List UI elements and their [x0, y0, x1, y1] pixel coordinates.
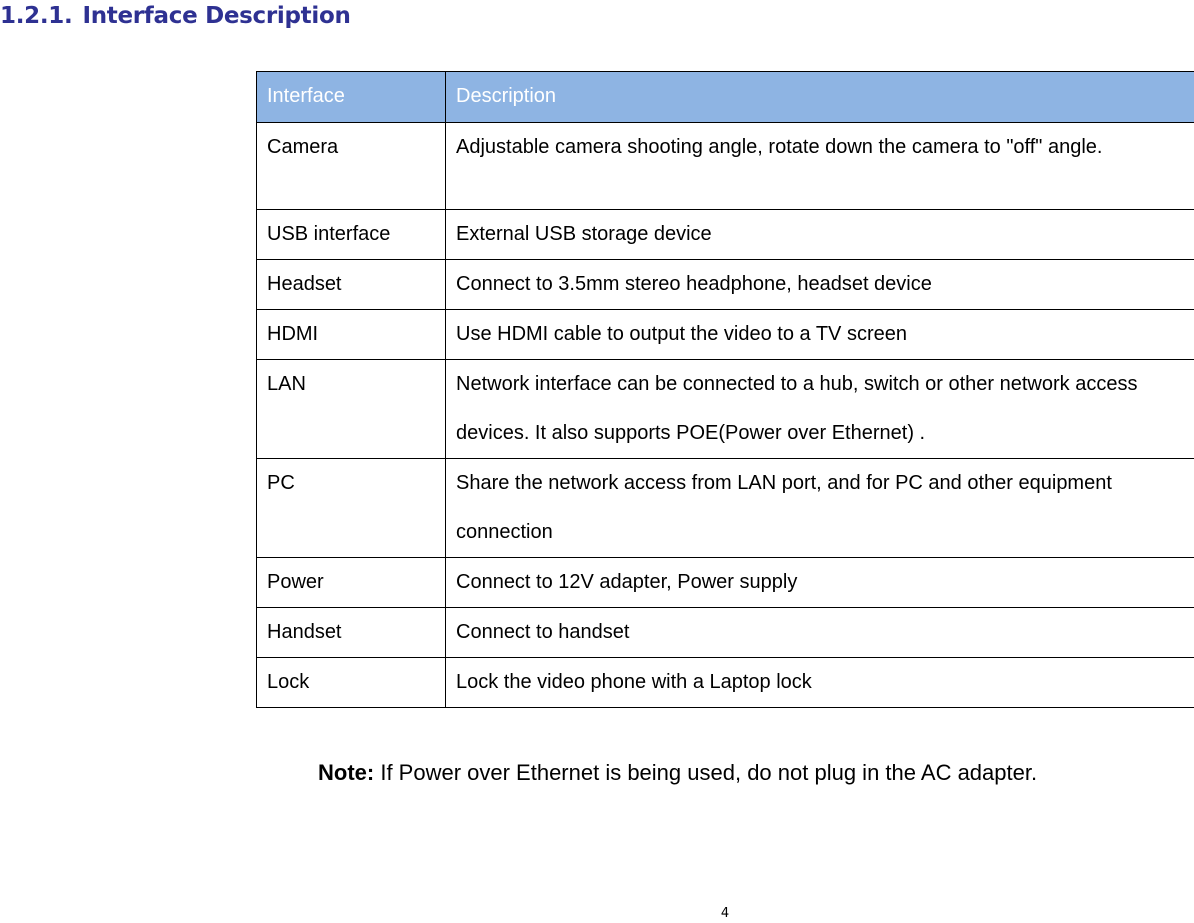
table-row — [257, 658, 1194, 708]
table-row — [257, 360, 1194, 459]
table-row — [257, 459, 1194, 558]
interface-cell: Handset — [257, 608, 446, 658]
interface-cell: Headset — [257, 260, 446, 310]
description-cell: Connect to 12V adapter, Power supply — [446, 558, 1194, 608]
column-header-description: Description — [446, 72, 1194, 123]
note-paragraph — [318, 760, 1037, 786]
table-row — [257, 123, 1194, 210]
description-cell: Adjustable camera shooting angle, rotate down the camera to "off" angle. — [446, 123, 1194, 210]
interface-cell: PC — [257, 459, 446, 558]
note-text: If Power over Ethernet is being used, do not plug in the AC adapter. — [374, 760, 1038, 785]
interface-cell: HDMI — [257, 310, 446, 360]
table-row — [257, 310, 1194, 360]
table-row — [257, 210, 1194, 260]
table-row — [257, 608, 1194, 658]
interface-cell: LAN — [257, 360, 446, 459]
note-label: Note: — [318, 760, 375, 785]
description-cell: Use HDMI cable to output the video to a TV screen — [446, 310, 1194, 360]
description-cell: Share the network access from LAN port, and for PC and other equipment connection — [446, 459, 1194, 558]
description-cell: Connect to 3.5mm stereo headphone, headset device — [446, 260, 1194, 310]
table-header-row — [257, 72, 1194, 123]
table-row — [257, 558, 1194, 608]
description-cell: Lock the video phone with a Laptop lock — [446, 658, 1194, 708]
interface-cell: USB interface — [257, 210, 446, 260]
interface-cell: Power — [257, 558, 446, 608]
table-row — [257, 260, 1194, 310]
description-cell: Network interface can be connected to a hub, switch or other network access devices. It also supports POE(Power over Ethernet) . — [446, 360, 1194, 459]
description-cell: Connect to handset — [446, 608, 1194, 658]
section-heading — [0, 0, 351, 32]
page-number: 4 — [720, 906, 730, 921]
interface-table — [256, 71, 1194, 708]
interface-cell: Camera — [257, 123, 446, 210]
description-cell: External USB storage device — [446, 210, 1194, 260]
interface-cell: Lock — [257, 658, 446, 708]
section-title: Interface Description — [82, 3, 351, 29]
section-number: 1.2.1. — [0, 3, 73, 29]
column-header-interface: Interface — [257, 72, 446, 123]
